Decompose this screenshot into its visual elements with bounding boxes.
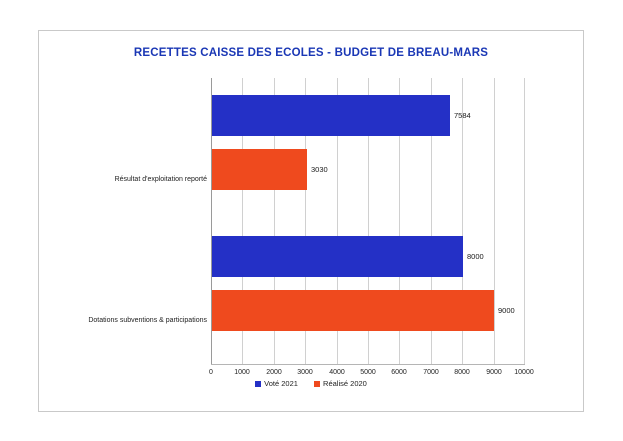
xtick-4000: 4000 [329,369,345,376]
xtick-3000: 3000 [297,369,313,376]
gridline-10000 [524,78,525,365]
legend-item-realise-2020[interactable] [314,379,367,388]
xtick-2000: 2000 [266,369,282,376]
xtick-0: 0 [209,369,213,376]
plot-area [211,78,525,365]
xtick-10000: 10000 [514,369,534,376]
bar-vote-2021-dotations[interactable] [212,236,463,277]
legend-swatch-icon-realise-2020 [314,381,320,387]
chart-title: RECETTES CAISSE DES ECOLES - BUDGET DE BREAU-MARS [133,47,489,59]
bar-label-realise-2020-resultat: 3030 [311,165,328,174]
x-axis-line [211,364,525,365]
gridline-9000 [494,78,495,365]
bar-label-vote-2021-resultat: 7584 [454,111,471,120]
xtick-7000: 7000 [423,369,439,376]
chart-legend [39,379,583,388]
legend-label-realise-2020: Réalisé 2020 [323,379,367,388]
bar-label-vote-2021-dotations: 8000 [467,252,484,261]
category-label-resultat: Résultat d'exploitation reporté [114,176,207,183]
bar-vote-2021-resultat[interactable] [212,95,450,136]
legend-swatch-icon-vote-2021 [255,381,261,387]
bar-realise-2020-resultat[interactable] [212,149,307,190]
xtick-9000: 9000 [486,369,502,376]
xtick-6000: 6000 [391,369,407,376]
xtick-1000: 1000 [234,369,250,376]
bar-label-realise-2020-dotations: 9000 [498,306,515,315]
chart-card [38,30,584,412]
legend-label-vote-2021: Voté 2021 [264,379,298,388]
bar-realise-2020-dotations[interactable] [212,290,494,331]
xtick-5000: 5000 [360,369,376,376]
category-label-dotations: Dotations subventions & participations [88,317,207,324]
xtick-8000: 8000 [454,369,470,376]
legend-item-vote-2021[interactable] [255,379,298,388]
